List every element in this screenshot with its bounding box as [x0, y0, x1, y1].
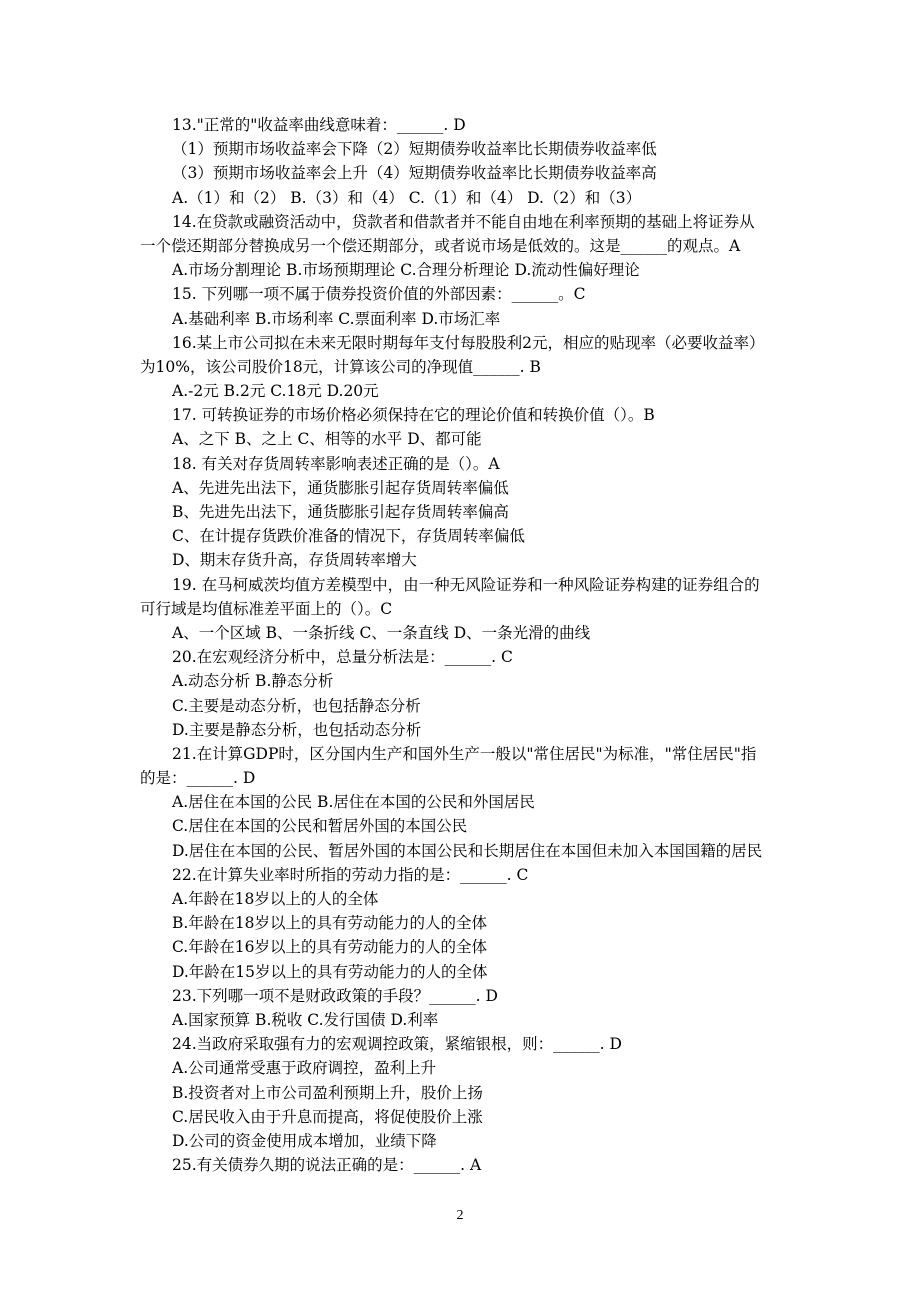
option-line: B.年龄在18岁以上的具有劳动能力的人的全体 [172, 914, 488, 933]
option-line: C.主要是动态分析，也包括静态分析 [172, 696, 421, 715]
question-line: 24.当政府采取强有力的宏观调控政策，紧缩银根，则：______. D [172, 1035, 622, 1054]
continuation-line: 的是：______. D [140, 769, 256, 788]
option-line: A.基础利率 B.市场利率 C.票面利率 D.市场汇率 [172, 309, 501, 328]
question-line: 23.下列哪一项不是财政政策的手段？______. D [172, 986, 498, 1005]
option-line: C、在计提存货跌价准备的情况下，存货周转率偏低 [172, 527, 525, 546]
option-line: D、期末存货升高，存货周转率增大 [172, 551, 417, 570]
option-line: （3）预期市场收益率会上升（4）短期债券收益率比长期债券收益率高 [172, 164, 657, 183]
continuation-line: 可行域是均值标准差平面上的（）。C [140, 599, 393, 618]
question-line: 18. 有关对存货周转率影响表述正确的是（）。A [172, 454, 500, 473]
question-line: 22.在计算失业率时所指的劳动力指的是：______. C [172, 865, 529, 884]
option-line: A.居住在本国的公民 B.居住在本国的公民和外国居民 [172, 793, 535, 812]
option-line: B、先进先出法下，通货膨胀引起存货周转率偏高 [172, 503, 509, 521]
option-line: A.动态分析 B.静态分析 [172, 672, 334, 691]
question-line: 19. 在马柯威茨均值方差模型中，由一种无风险证券和一种风险证券构建的证券组合的 [172, 575, 760, 594]
option-line: C.居住在本国的公民和暂居外国的本国公民 [172, 817, 468, 836]
question-line: 25.有关债券久期的说法正确的是：______. A [172, 1156, 482, 1175]
option-line: D.年龄在15岁以上的具有劳动能力的人的全体 [172, 962, 488, 981]
option-line: （1）预期市场收益率会下降（2）短期债券收益率比长期债券收益率低 [172, 140, 657, 159]
option-line: A、先进先出法下，通货膨胀引起存货周转率偏低 [172, 478, 509, 497]
option-line: A、之下 B、之上 C、相等的水平 D、都可能 [172, 430, 482, 449]
option-line: A.国家预算 B.税收 C.发行国债 D.利率 [172, 1010, 439, 1029]
question-line: 21.在计算GDP时，区分国内生产和国外生产一般以"常住居民"为标准，"常住居民"指 [172, 744, 757, 763]
question-line: 14.在贷款或融资活动中，贷款者和借款者并不能自由地在利率预期的基础上将证券从 [172, 212, 755, 231]
question-line: 13."正常的"收益率曲线意味着：______. D [172, 116, 466, 134]
option-line: A.-2元 B.2元 C.18元 D.20元 [172, 382, 379, 401]
page-number: 2 [456, 1208, 464, 1223]
option-line: A、一个区域 B、一条折线 C、一条直线 D、一条光滑的曲线 [172, 623, 591, 642]
option-line: C.年龄在16岁以上的具有劳动能力的人的全体 [172, 938, 487, 957]
question-line: 17. 可转换证券的市场价格必须保持在它的理论价值和转换价值（）。B [172, 406, 655, 425]
option-line: D.主要是静态分析，也包括动态分析 [172, 720, 422, 739]
option-line: D.居住在本国的公民、暂居外国的本国公民和长期居住在本国但未加入本国国籍的居民 [172, 841, 763, 860]
option-line: D.公司的资金使用成本增加，业绩下降 [172, 1131, 437, 1150]
question-line: 20.在宏观经济分析中，总量分析法是：______. C [172, 648, 513, 667]
option-line: A.公司通常受惠于政府调控，盈利上升 [172, 1059, 437, 1078]
option-line: A.市场分割理论 B.市场预期理论 C.合理分析理论 D.流动性偏好理论 [172, 261, 640, 280]
option-line: A.年龄在18岁以上的人的全体 [172, 890, 379, 908]
continuation-line: 为10%，该公司股价18元，计算该公司的净现值______. B [140, 357, 541, 376]
continuation-line: 一个偿还期部分替换成另一个偿还期部分，或者说市场是低效的。这是______的观点。A [140, 236, 741, 255]
option-line: C.居民收入由于升息而提高，将促使股价上涨 [172, 1107, 483, 1126]
question-line: 16.某上市公司拟在未来无限时期每年支付每股股利2元，相应的贴现率（必要收益率） [172, 333, 765, 352]
option-line: B.投资者对上市公司盈利预期上升，股价上扬 [172, 1083, 483, 1102]
option-line: A.（1）和（2） B.（3）和（4） C.（1）和（4） D.（2）和（3） [172, 188, 642, 207]
question-list [140, 113, 790, 1177]
question-line: 15. 下列哪一项不属于债券投资价值的外部因素：______。C [172, 285, 586, 304]
